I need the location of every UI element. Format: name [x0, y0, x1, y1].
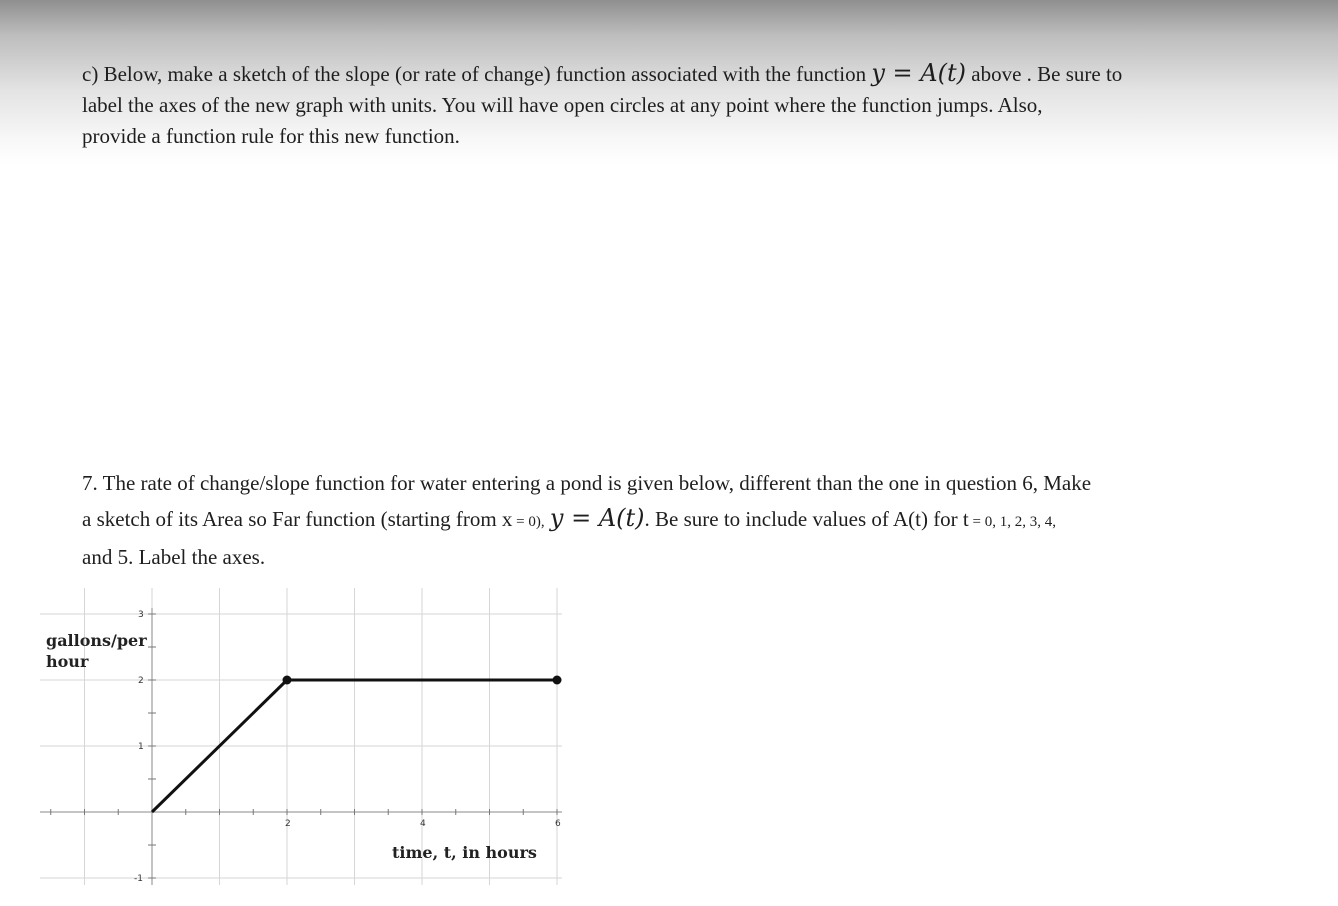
- x-tick-label: 6: [555, 819, 561, 829]
- part-c-line-3: provide a function rule for this new function.: [82, 124, 460, 148]
- q7-line-1: 7. The rate of change/slope function for water entering a pond is given below, different than the one in question 6, Make: [82, 471, 1092, 495]
- y-axis-label-line-2: hour: [46, 652, 89, 671]
- q7-line-3: and 5. Label the axes.: [82, 545, 266, 569]
- part-c-text-a: c) Below, make a sketch of the slope (or rate of change) function associated with the function: [82, 62, 867, 86]
- part-c-equation: [871, 59, 966, 87]
- closed-dot: [553, 676, 562, 685]
- q7-t-values: = 0, 1, 2, 3, 4,: [968, 514, 1056, 530]
- y-tick-label: 1: [138, 742, 144, 752]
- y-tick-label: -1: [134, 874, 143, 884]
- q7-start-value: = 0),: [512, 514, 545, 530]
- eq-function: A(t): [598, 504, 645, 532]
- y-tick-label: 2: [138, 676, 144, 686]
- part-c-line-1: [82, 58, 1242, 90]
- part-c-line-2: label the axes of the new graph with units. You will have open circles at any point where the function jumps. Also,: [82, 93, 1043, 117]
- graph-series: [152, 676, 562, 813]
- q7-text-b: . Be sure to include values of A(t) for t: [644, 507, 969, 531]
- x-tick-label: 4: [420, 819, 426, 829]
- q7-line-2: [82, 501, 1242, 540]
- eq-function: A(t): [920, 59, 966, 87]
- eq-y: y: [549, 504, 564, 532]
- question-7-prompt: [82, 466, 1242, 575]
- eq-y: y: [871, 59, 885, 87]
- part-c-text-b: above . Be sure to: [966, 62, 1123, 86]
- x-tick-label: 2: [285, 819, 291, 829]
- y-tick-label: 3: [138, 610, 144, 620]
- eq-equals: =: [884, 59, 921, 87]
- part-c-prompt: [82, 58, 1242, 152]
- eq-equals: =: [563, 504, 599, 532]
- closed-dot: [283, 676, 292, 685]
- y-axis-label-line-1: gallons/per: [46, 631, 147, 650]
- q7-equation: [550, 504, 645, 532]
- q7-text-a: a sketch of its Area so Far function (starting from x: [82, 507, 513, 531]
- x-axis-label: time, t, in hours: [392, 843, 537, 862]
- rate-of-change-graph: [0, 570, 600, 900]
